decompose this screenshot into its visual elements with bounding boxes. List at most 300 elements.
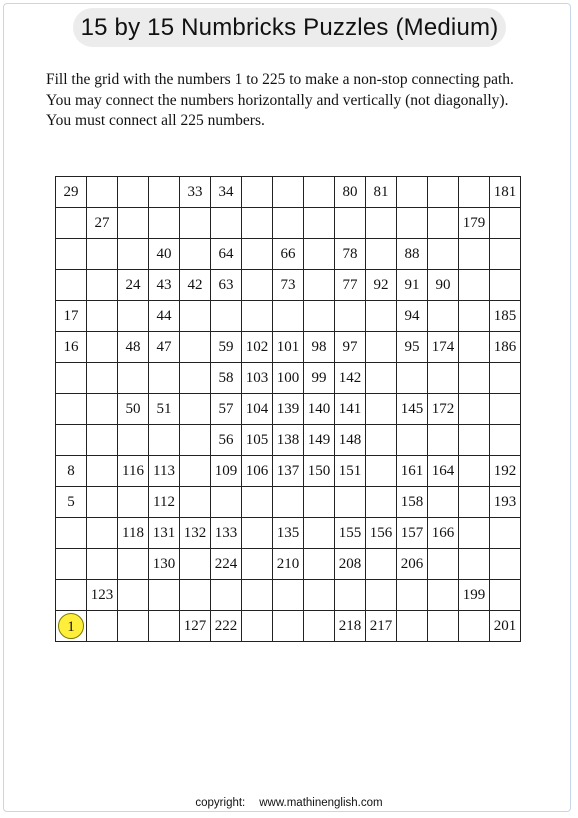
grid-cell[interactable] — [304, 487, 335, 518]
cell-number: 218 — [338, 617, 362, 634]
grid-cell[interactable] — [242, 487, 273, 518]
grid-cell — [397, 518, 428, 549]
cell-number: 166 — [431, 524, 455, 541]
cell-number: 137 — [276, 462, 300, 479]
grid-cell — [56, 177, 87, 208]
cell-number: 63 — [218, 276, 234, 293]
grid-cell — [273, 456, 304, 487]
grid-cell[interactable] — [211, 580, 242, 611]
grid-cell[interactable] — [273, 208, 304, 239]
grid-cell — [490, 177, 521, 208]
cell-number: 186 — [493, 338, 517, 355]
grid-cell[interactable] — [242, 270, 273, 301]
cell-number: 222 — [214, 617, 238, 634]
cell-number: 116 — [122, 462, 144, 479]
grid-row — [56, 394, 521, 425]
grid-cell[interactable] — [56, 394, 87, 425]
grid-cell — [490, 456, 521, 487]
grid-cell[interactable] — [428, 611, 459, 642]
grid-cell[interactable] — [242, 549, 273, 580]
grid-cell[interactable] — [87, 394, 118, 425]
grid-cell — [490, 332, 521, 363]
grid-cell[interactable] — [459, 487, 490, 518]
grid-cell[interactable] — [335, 208, 366, 239]
grid-cell[interactable] — [397, 580, 428, 611]
cell-number: 51 — [156, 400, 172, 417]
grid-cell[interactable] — [397, 208, 428, 239]
grid-cell[interactable] — [304, 270, 335, 301]
grid-cell — [397, 239, 428, 270]
cell-number: 172 — [431, 400, 455, 417]
grid-cell[interactable] — [459, 425, 490, 456]
grid-cell — [397, 301, 428, 332]
grid-cell[interactable] — [87, 332, 118, 363]
grid-cell[interactable] — [87, 363, 118, 394]
instruction-line: You may connect the numbers horizontally and vertically (not diagonally). — [46, 91, 509, 109]
cell-number: 174 — [431, 338, 455, 355]
grid-cell[interactable] — [366, 456, 397, 487]
grid-cell[interactable] — [149, 580, 180, 611]
grid-cell[interactable] — [459, 177, 490, 208]
cell-number: 185 — [493, 307, 517, 324]
grid-row — [56, 580, 521, 611]
grid-cell[interactable] — [118, 611, 149, 642]
grid-cell — [242, 363, 273, 394]
cell-number: 158 — [400, 493, 424, 510]
grid-cell[interactable] — [428, 363, 459, 394]
cell-number: 127 — [183, 617, 207, 634]
grid-cell[interactable] — [304, 611, 335, 642]
grid-cell[interactable] — [366, 301, 397, 332]
grid-cell[interactable] — [428, 177, 459, 208]
grid-cell[interactable] — [180, 487, 211, 518]
grid-cell[interactable] — [366, 394, 397, 425]
cell-number: 73 — [280, 276, 296, 293]
cell-number: 109 — [214, 462, 238, 479]
grid-cell — [273, 394, 304, 425]
grid-cell — [87, 580, 118, 611]
grid-cell[interactable] — [211, 301, 242, 332]
grid-cell — [335, 332, 366, 363]
cell-number: 118 — [122, 524, 144, 541]
cell-number: 92 — [373, 276, 389, 293]
cell-number: 192 — [493, 462, 517, 479]
grid-cell[interactable] — [366, 580, 397, 611]
page-title: 15 by 15 Numbricks Puzzles (Medium) — [73, 8, 506, 47]
grid-cell[interactable] — [273, 611, 304, 642]
grid-cell[interactable] — [180, 301, 211, 332]
cell-number: 1 — [58, 613, 84, 639]
cell-number: 139 — [276, 400, 300, 417]
grid-cell — [490, 611, 521, 642]
grid-cell[interactable] — [118, 580, 149, 611]
grid-cell[interactable] — [242, 611, 273, 642]
grid-cell[interactable] — [366, 425, 397, 456]
grid-cell — [335, 518, 366, 549]
grid-cell — [180, 611, 211, 642]
grid-cell — [180, 518, 211, 549]
grid-cell — [242, 425, 273, 456]
grid-cell[interactable] — [242, 177, 273, 208]
grid-cell[interactable] — [304, 177, 335, 208]
cell-number: 156 — [369, 524, 393, 541]
grid-cell[interactable] — [211, 208, 242, 239]
grid-cell[interactable] — [56, 363, 87, 394]
grid-cell — [118, 394, 149, 425]
grid-cell[interactable] — [490, 363, 521, 394]
grid-cell[interactable] — [304, 301, 335, 332]
grid-cell — [242, 332, 273, 363]
instruction-line: You must connect all 225 numbers. — [46, 112, 265, 129]
grid-row — [56, 208, 521, 239]
grid-cell — [180, 177, 211, 208]
cell-number: 8 — [67, 462, 75, 479]
grid-cell[interactable] — [87, 487, 118, 518]
grid-cell[interactable] — [56, 239, 87, 270]
grid-cell[interactable] — [397, 363, 428, 394]
grid-cell[interactable] — [459, 363, 490, 394]
grid-cell — [459, 580, 490, 611]
grid-cell[interactable] — [273, 580, 304, 611]
grid-row — [56, 363, 521, 394]
grid-cell[interactable] — [304, 549, 335, 580]
grid-cell[interactable] — [56, 425, 87, 456]
grid-cell — [273, 363, 304, 394]
grid-cell[interactable] — [242, 518, 273, 549]
grid-cell — [428, 456, 459, 487]
cell-number: 81 — [373, 183, 389, 200]
grid-cell[interactable] — [87, 301, 118, 332]
cell-number: 130 — [152, 555, 176, 572]
cell-number: 48 — [125, 338, 141, 355]
grid-cell[interactable] — [180, 425, 211, 456]
grid-cell — [335, 270, 366, 301]
grid-cell — [397, 487, 428, 518]
grid-cell[interactable] — [118, 208, 149, 239]
cell-number: 43 — [156, 276, 172, 293]
grid-cell[interactable] — [428, 580, 459, 611]
grid-cell[interactable] — [304, 239, 335, 270]
grid-cell[interactable] — [118, 363, 149, 394]
grid-cell[interactable] — [459, 239, 490, 270]
cell-number: 113 — [153, 462, 175, 479]
grid-cell[interactable] — [149, 363, 180, 394]
grid-cell[interactable] — [459, 270, 490, 301]
grid-cell — [56, 456, 87, 487]
grid-cell[interactable] — [180, 549, 211, 580]
grid-cell[interactable] — [87, 549, 118, 580]
grid-cell[interactable] — [56, 270, 87, 301]
grid-cell[interactable] — [366, 363, 397, 394]
grid-cell[interactable] — [149, 425, 180, 456]
grid-row — [56, 456, 521, 487]
grid-cell[interactable] — [428, 549, 459, 580]
grid-cell[interactable] — [180, 580, 211, 611]
cell-number: 155 — [338, 524, 362, 541]
grid-cell — [149, 301, 180, 332]
grid-cell[interactable] — [180, 456, 211, 487]
grid-cell[interactable] — [428, 208, 459, 239]
grid-cell — [490, 487, 521, 518]
grid-cell — [118, 270, 149, 301]
grid-cell[interactable] — [211, 487, 242, 518]
grid-cell[interactable] — [459, 301, 490, 332]
cell-number: 106 — [245, 462, 269, 479]
grid-cell[interactable] — [118, 487, 149, 518]
grid-cell[interactable] — [459, 518, 490, 549]
grid-cell[interactable] — [459, 394, 490, 425]
grid-cell — [335, 239, 366, 270]
cell-number: 29 — [63, 183, 79, 200]
cell-number: 193 — [493, 493, 517, 510]
grid-row — [56, 549, 521, 580]
grid-cell[interactable] — [87, 518, 118, 549]
grid-cell[interactable] — [459, 332, 490, 363]
grid-cell[interactable] — [304, 518, 335, 549]
grid-cell[interactable] — [397, 611, 428, 642]
grid-cell — [428, 394, 459, 425]
cell-number: 101 — [276, 338, 300, 355]
grid-cell[interactable] — [118, 239, 149, 270]
website-link[interactable]: www.mathinenglish.com — [259, 797, 383, 809]
cell-number: 77 — [342, 276, 358, 293]
cell-number: 103 — [245, 369, 269, 386]
grid-cell — [242, 456, 273, 487]
grid-cell[interactable] — [490, 425, 521, 456]
grid-cell[interactable] — [397, 177, 428, 208]
grid-cell[interactable] — [366, 549, 397, 580]
grid-cell — [211, 456, 242, 487]
grid-cell[interactable] — [118, 425, 149, 456]
grid-cell — [149, 549, 180, 580]
grid-row — [56, 611, 521, 642]
grid-cell — [397, 332, 428, 363]
grid-cell[interactable] — [428, 301, 459, 332]
grid-cell — [335, 456, 366, 487]
grid-cell[interactable] — [304, 208, 335, 239]
grid-cell[interactable] — [87, 611, 118, 642]
cell-number: 98 — [311, 338, 327, 355]
grid-cell[interactable] — [335, 301, 366, 332]
grid-cell[interactable] — [56, 208, 87, 239]
grid-cell[interactable] — [335, 580, 366, 611]
grid-cell — [149, 332, 180, 363]
cell-number: 99 — [311, 369, 327, 386]
grid-cell[interactable] — [180, 394, 211, 425]
grid-cell — [211, 394, 242, 425]
grid-cell — [428, 270, 459, 301]
cell-number: 44 — [156, 307, 172, 324]
cell-number: 33 — [187, 183, 203, 200]
cell-number: 123 — [90, 586, 114, 603]
grid-cell[interactable] — [490, 239, 521, 270]
grid-cell[interactable] — [118, 301, 149, 332]
grid-cell[interactable] — [149, 177, 180, 208]
cell-number: 42 — [187, 276, 203, 293]
grid-cell — [304, 425, 335, 456]
grid-cell — [56, 487, 87, 518]
grid-cell — [397, 549, 428, 580]
grid-cell — [397, 456, 428, 487]
cell-number: 161 — [400, 462, 424, 479]
grid-cell — [397, 394, 428, 425]
cell-number: 104 — [245, 400, 269, 417]
grid-cell — [304, 363, 335, 394]
grid-cell — [428, 332, 459, 363]
grid-cell[interactable] — [459, 549, 490, 580]
cell-number: 40 — [156, 245, 172, 262]
cell-number: 27 — [94, 214, 110, 231]
grid-cell — [490, 301, 521, 332]
cell-number: 90 — [435, 276, 451, 293]
grid-cell[interactable] — [428, 487, 459, 518]
grid-cell — [211, 332, 242, 363]
grid-cell[interactable] — [490, 580, 521, 611]
grid-cell[interactable] — [366, 239, 397, 270]
grid-cell[interactable] — [87, 425, 118, 456]
grid-cell[interactable] — [397, 425, 428, 456]
grid-cell — [211, 177, 242, 208]
cell-number: 16 — [63, 338, 79, 355]
grid-cell — [56, 301, 87, 332]
grid-cell — [273, 549, 304, 580]
grid-cell — [366, 611, 397, 642]
grid-cell[interactable] — [87, 239, 118, 270]
cell-number: 224 — [214, 555, 238, 572]
grid-cell — [149, 239, 180, 270]
grid-cell[interactable] — [180, 363, 211, 394]
grid-cell[interactable] — [242, 208, 273, 239]
grid-cell — [366, 177, 397, 208]
grid-cell — [459, 208, 490, 239]
grid-cell[interactable] — [87, 270, 118, 301]
grid-cell — [211, 549, 242, 580]
grid-cell[interactable] — [366, 208, 397, 239]
cell-number: 133 — [214, 524, 238, 541]
footer — [0, 797, 578, 809]
grid-cell — [149, 456, 180, 487]
grid-cell — [304, 394, 335, 425]
grid-cell[interactable] — [56, 549, 87, 580]
grid-cell[interactable] — [428, 239, 459, 270]
grid-cell[interactable] — [490, 549, 521, 580]
grid-cell — [335, 394, 366, 425]
grid-cell[interactable] — [428, 425, 459, 456]
grid-cell — [366, 270, 397, 301]
grid-cell — [149, 270, 180, 301]
grid-cell — [335, 363, 366, 394]
grid-cell[interactable] — [118, 549, 149, 580]
cell-number: 17 — [63, 307, 79, 324]
cell-number: 64 — [218, 245, 234, 262]
grid-cell — [118, 518, 149, 549]
grid-cell[interactable] — [87, 456, 118, 487]
cell-number: 164 — [431, 462, 455, 479]
cell-number: 131 — [152, 524, 176, 541]
cell-number: 181 — [493, 183, 517, 200]
cell-number: 210 — [276, 555, 300, 572]
grid-cell — [366, 518, 397, 549]
grid-cell — [180, 270, 211, 301]
cell-number: 157 — [400, 524, 424, 541]
cell-number: 34 — [218, 183, 234, 200]
cell-number: 88 — [404, 245, 420, 262]
grid-cell[interactable] — [118, 177, 149, 208]
cell-number: 179 — [462, 214, 486, 231]
start-cell — [56, 611, 87, 642]
cell-number: 95 — [404, 338, 420, 355]
cell-number: 149 — [307, 431, 331, 448]
grid-cell[interactable] — [459, 456, 490, 487]
grid-cell[interactable] — [490, 394, 521, 425]
grid-cell[interactable] — [335, 487, 366, 518]
grid-row — [56, 270, 521, 301]
grid-cell[interactable] — [180, 208, 211, 239]
grid-cell — [211, 611, 242, 642]
puzzle-grid — [55, 176, 521, 642]
grid-cell — [211, 270, 242, 301]
grid-cell[interactable] — [490, 518, 521, 549]
grid-cell[interactable] — [56, 518, 87, 549]
cell-number: 148 — [338, 431, 362, 448]
grid-cell — [118, 456, 149, 487]
grid-cell[interactable] — [56, 580, 87, 611]
grid-cell[interactable] — [149, 208, 180, 239]
grid-cell[interactable] — [366, 332, 397, 363]
cell-number: 132 — [183, 524, 207, 541]
grid-cell[interactable] — [304, 580, 335, 611]
grid-cell[interactable] — [180, 239, 211, 270]
grid-cell[interactable] — [366, 487, 397, 518]
grid-cell[interactable] — [459, 611, 490, 642]
grid-cell[interactable] — [242, 580, 273, 611]
cell-number: 24 — [125, 276, 141, 293]
cell-number: 135 — [276, 524, 300, 541]
grid-cell[interactable] — [242, 301, 273, 332]
grid-cell — [211, 518, 242, 549]
grid-cell — [335, 611, 366, 642]
grid-cell[interactable] — [490, 270, 521, 301]
cell-number: 112 — [153, 493, 175, 510]
grid-cell — [273, 270, 304, 301]
cell-number: 94 — [404, 307, 420, 324]
grid-cell — [304, 332, 335, 363]
grid-row — [56, 177, 521, 208]
grid-cell — [211, 425, 242, 456]
grid-cell[interactable] — [273, 487, 304, 518]
grid-row — [56, 301, 521, 332]
cell-number: 142 — [338, 369, 362, 386]
cell-number: 140 — [307, 400, 331, 417]
cell-number: 102 — [245, 338, 269, 355]
grid-cell[interactable] — [490, 208, 521, 239]
grid-cell — [335, 549, 366, 580]
grid-cell[interactable] — [149, 611, 180, 642]
grid-cell[interactable] — [273, 177, 304, 208]
cell-number: 145 — [400, 400, 424, 417]
grid-cell[interactable] — [87, 177, 118, 208]
grid-cell — [273, 332, 304, 363]
grid-row — [56, 487, 521, 518]
grid-cell[interactable] — [242, 239, 273, 270]
cell-number: 66 — [280, 245, 296, 262]
grid-cell — [149, 394, 180, 425]
grid-cell — [211, 239, 242, 270]
grid-cell — [56, 332, 87, 363]
grid-cell[interactable] — [180, 332, 211, 363]
cell-number: 56 — [218, 431, 234, 448]
grid-cell[interactable] — [273, 301, 304, 332]
